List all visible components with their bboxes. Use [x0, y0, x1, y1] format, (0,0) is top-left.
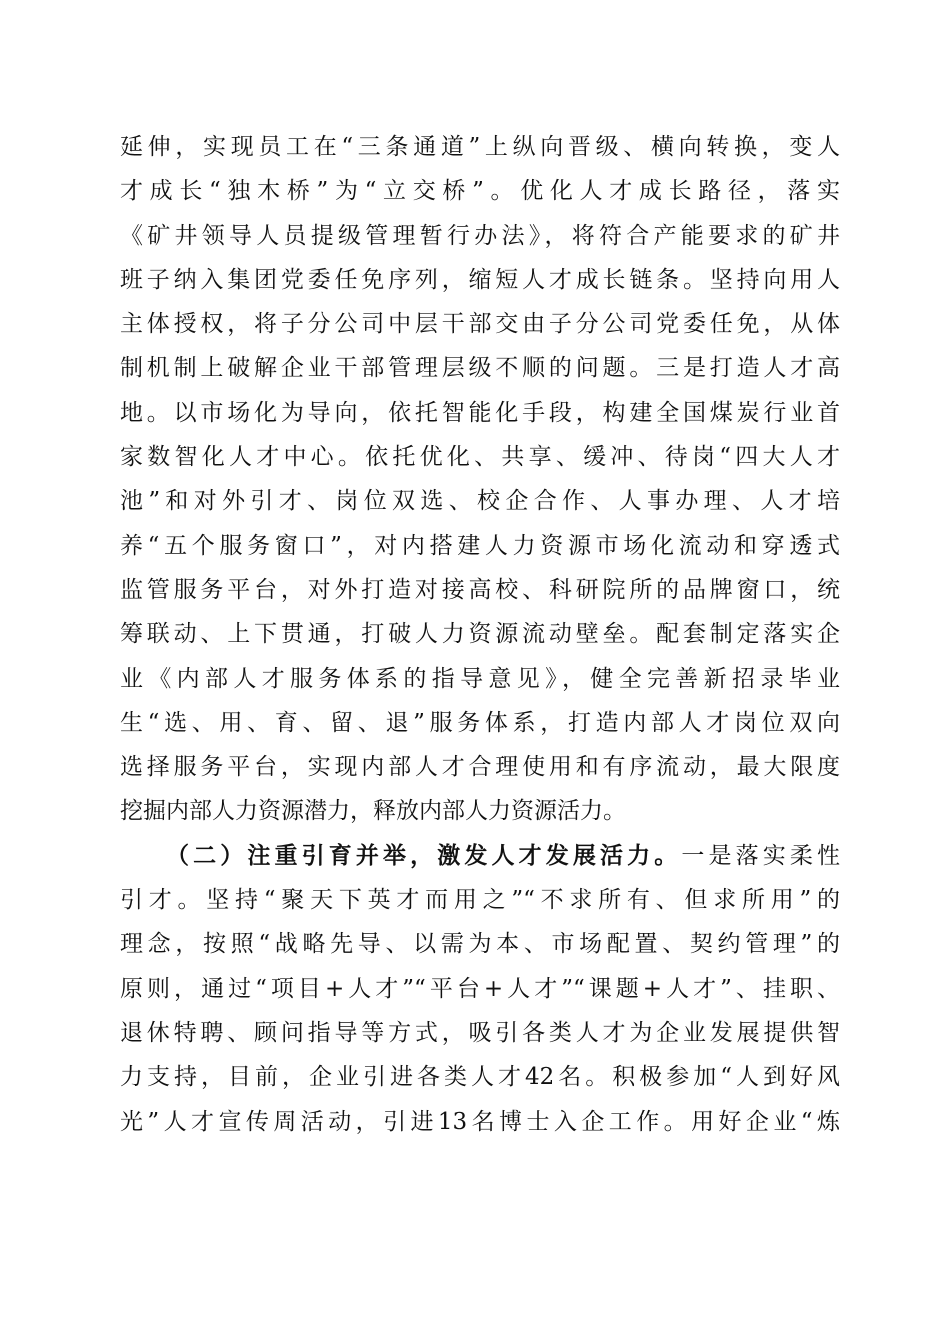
paragraph-line: 引才。坚持“聚天下英才而用之”“不求所有、但求所用”的 — [120, 887, 840, 914]
paragraph-line: 《矿井领导人员提级管理暂行办法》，将符合产能要求的矿井 — [120, 222, 840, 249]
paragraph-line: 班子纳入集团党委任免序列，缩短人才成长链条。坚持向用人 — [120, 266, 840, 293]
paragraph-line: 监管服务平台，对外打造对接高校、科研院所的品牌窗口，统 — [120, 576, 840, 603]
body-text — [120, 125, 840, 1144]
paragraph-line: 退休特聘、顾问指导等方式，吸引各类人才为企业发展提供智 — [120, 1019, 840, 1046]
paragraph-line: 原则，通过“项目+人才”“平台+人才”“课题+人才”、挂职、 — [120, 975, 840, 1002]
paragraph-line: 理念，按照“战略先导、以需为本、市场配置、契约管理”的 — [120, 931, 840, 958]
paragraph-line: 挖掘内部人力资源潜力，释放内部人力资源活力。 — [120, 798, 626, 825]
paragraph-line: 家数智化人才中心。依托优化、共享、缓冲、待岗“四大人才 — [120, 444, 840, 471]
paragraph-line: 主体授权，将子分公司中层干部交由子分公司党委任免，从体 — [120, 311, 840, 338]
paragraph-line: 生“选、用、育、留、退”服务体系，打造内部人才岗位双向 — [120, 709, 840, 736]
paragraph-line: 业《内部人才服务体系的指导意见》，健全完善新招录毕业 — [120, 665, 840, 692]
section-heading: （二）注重引育并举，激发人才发展活力。 — [166, 841, 682, 869]
paragraph-line: 地。以市场化为导向，依托智能化手段，构建全国煤炭行业首 — [120, 399, 840, 426]
paragraph-line: 光”人才宣传周活动，引进13名博士入企工作。用好企业“炼 — [120, 1108, 840, 1135]
paragraph-line: 池”和对外引才、岗位双选、校企合作、人事办理、人才培 — [120, 488, 840, 515]
paragraph-line: 力支持，目前，企业引进各类人才42名。积极参加“人到好风 — [120, 1064, 840, 1091]
section-first-line-text: 一是落实柔性 — [681, 842, 840, 869]
section-first-line — [120, 834, 840, 878]
paragraph-line: 延伸，实现员工在“三条通道”上纵向晋级、横向转换，变人 — [120, 134, 840, 160]
paragraph-line: 筹联动、上下贯通，打破人力资源流动壁垒。配套制定落实企 — [120, 621, 840, 648]
paragraph-line: 制机制上破解企业干部管理层级不顺的问题。三是打造人才高 — [120, 355, 840, 382]
paragraph-line: 养“五个服务窗口”，对内搭建人力资源市场化流动和穿透式 — [120, 532, 840, 559]
paragraph-line: 选择服务平台，实现内部人才合理使用和有序流动，最大限度 — [120, 754, 840, 781]
paragraph-line: 才成长“独木桥”为“立交桥”。优化人才成长路径，落实 — [120, 178, 840, 205]
